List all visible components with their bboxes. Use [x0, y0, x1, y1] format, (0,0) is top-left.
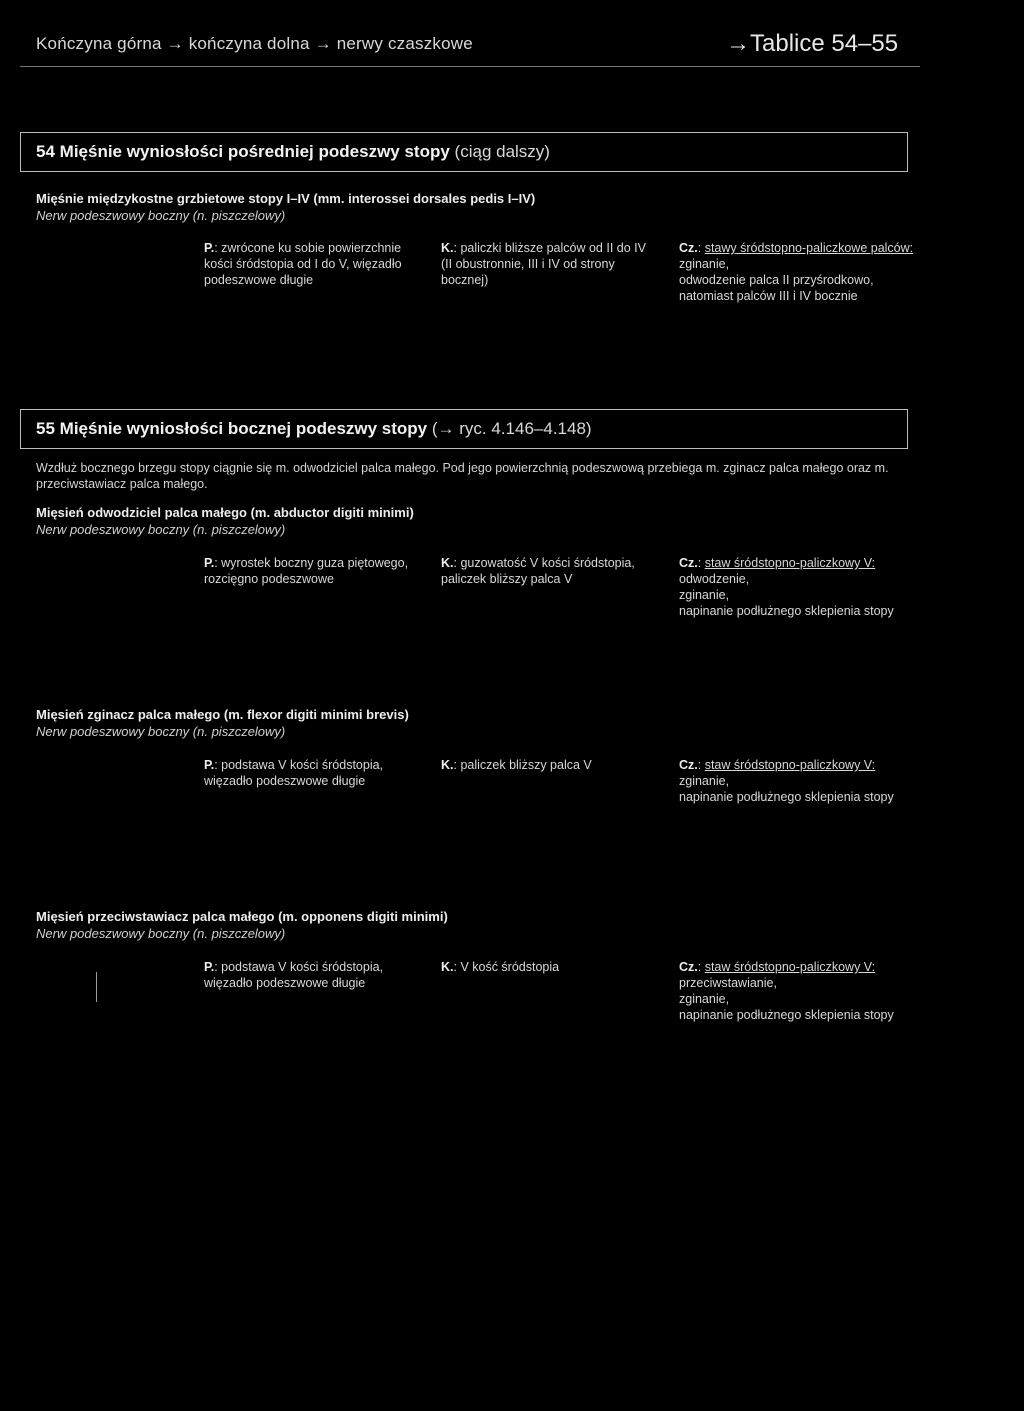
header-divider	[20, 66, 920, 67]
section-55-intro: Wzdłuż bocznego brzegu stopy ciągnie się m. odwodziciel palca małego. Pod jego powierzchnią podeszwową przebiega m. zginacz palca małego oraz m. przeciwstawiacz palca małego.	[36, 461, 889, 491]
function-text: Cz.: staw śródstopno-paliczkowy V: odwodzenie, zginanie, napinanie podłużnego sklepienia stopy	[679, 556, 894, 618]
function-line: napinanie podłużnego sklepienia stopy	[679, 604, 894, 618]
function-line: odwodzenie,	[679, 572, 750, 586]
origin-text	[204, 959, 429, 991]
function-line: przeciwstawianie,	[679, 976, 777, 990]
section-55-title-text: Mięśnie wyniosłości bocznej podeszwy stopy	[59, 419, 428, 438]
origin-text	[204, 757, 429, 789]
function-line: zginanie,	[679, 588, 730, 602]
muscle-name-text: Mięśnie międzykostne grzbietowe stopy I–IV	[36, 191, 310, 206]
muscle-interossei-nerve: Nerw podeszwowy boczny (n. piszczelowy)	[36, 208, 286, 223]
section-55-number: 55	[36, 419, 55, 438]
function-line: napinanie podłużnego sklepienia stopy	[679, 790, 894, 804]
function-line: zginanie,	[679, 992, 730, 1006]
origin-value: : wyrostek boczny guza piętowego, rozcięgno podeszwowe	[204, 556, 409, 586]
function-line: napinanie podłużnego sklepienia stopy	[679, 1008, 894, 1022]
origin-text	[204, 240, 429, 288]
function-label: Cz.	[679, 241, 698, 255]
function-text: Cz.: staw śródstopno-paliczkowy V: przeciwstawianie, zginanie, napinanie podłużnego sklepienia stopy	[679, 960, 894, 1022]
function-text: Cz.: staw śródstopno-paliczkowy V: zginanie, napinanie podłużnego sklepienia stopy	[679, 758, 894, 804]
section-54-title	[36, 142, 550, 162]
function-joint: stawy śródstopno-paliczkowe palców:	[704, 241, 914, 255]
muscle-abductor-nerve: Nerw podeszwowy boczny (n. piszczelowy)	[36, 522, 286, 537]
muscle-name-text: Mięsień zginacz palca małego	[36, 707, 221, 722]
insertion-value: : paliczek bliższy palca V	[453, 758, 592, 772]
section-55-figure-reference[interactable]: (→ ryc. 4.146–4.148)	[431, 419, 592, 438]
muscle-flexor-name	[36, 707, 409, 722]
muscle-interossei-name	[36, 191, 535, 206]
page-reference: →Tablice 54–55	[726, 30, 899, 57]
insertion-text	[441, 757, 656, 773]
function-label: Cz.	[679, 960, 698, 974]
function-line: odwodzenie palca II przyśrodkowo,	[679, 273, 874, 287]
insertion-label: K.	[441, 960, 454, 974]
origin-value: : podstawa V kości śródstopia, więzadło podeszwowe długie	[204, 960, 384, 990]
section-54-title-text: Mięśnie wyniosłości pośredniej podeszwy stopy	[59, 142, 450, 161]
function-line: zginanie,	[679, 257, 730, 271]
muscle-latin-name: (m. abductor digiti minimi)	[250, 505, 414, 520]
function-joint: staw śródstopno-paliczkowy V:	[704, 758, 876, 772]
muscle-latin-name: (m. flexor digiti minimi brevis)	[223, 707, 409, 722]
origin-label: P.	[204, 556, 215, 570]
muscle-opponens-nerve: Nerw podeszwowy boczny (n. piszczelowy)	[36, 926, 286, 941]
insertion-value: : guzowatość V kości śródstopia, paliczek bliższy palca V	[441, 556, 635, 586]
insertion-label: K.	[441, 758, 454, 772]
function-label: Cz.	[679, 556, 698, 570]
insertion-value: : V kość śródstopia	[453, 960, 560, 974]
muscle-abductor-name	[36, 505, 414, 520]
muscle-latin-name: (mm. interossei dorsales pedis I–IV)	[313, 191, 536, 206]
function-text: Cz.: stawy śródstopno-paliczkowe palców: zginanie, odwodzenie palca II przyśrodkowo, natomiast palców III i IV bocznie	[679, 241, 914, 303]
breadcrumb: Kończyna górna → kończyna dolna → nerwy czaszkowe	[36, 34, 473, 53]
muscle-name-text: Mięsień przeciwstawiacz palca małego	[36, 909, 275, 924]
insertion-label: K.	[441, 556, 454, 570]
insertion-label: K.	[441, 241, 454, 255]
insertion-text	[441, 959, 656, 975]
origin-label: P.	[204, 758, 215, 772]
section-55-title	[36, 419, 592, 439]
function-joint: staw śródstopno-paliczkowy V:	[704, 960, 876, 974]
origin-label: P.	[204, 960, 215, 974]
origin-value: : zwrócone ku sobie powierzchnie kości śródstopia od I do V, więzadło podeszwowe długie	[204, 241, 402, 287]
origin-label: P.	[204, 241, 215, 255]
muscle-latin-name: (m. opponens digiti minimi)	[278, 909, 448, 924]
muscle-name-text: Mięsień odwodziciel palca małego	[36, 505, 247, 520]
margin-marker	[96, 972, 97, 1002]
function-joint: staw śródstopno-paliczkowy V:	[704, 556, 876, 570]
function-label: Cz.	[679, 758, 698, 772]
muscle-opponens-name	[36, 909, 448, 924]
muscle-flexor-nerve: Nerw podeszwowy boczny (n. piszczelowy)	[36, 724, 286, 739]
function-line: zginanie,	[679, 774, 730, 788]
origin-value: : podstawa V kości śródstopia, więzadło podeszwowe długie	[204, 758, 384, 788]
origin-text	[204, 555, 429, 587]
insertion-text	[441, 555, 656, 587]
section-54-title-suffix: (ciąg dalszy)	[454, 142, 550, 161]
function-line: natomiast palców III i IV bocznie	[679, 289, 858, 303]
insertion-text	[441, 240, 656, 288]
insertion-value: : paliczki bliższe palców od II do IV (II obustronnie, III i IV od strony bocznej)	[441, 241, 646, 287]
section-54-number: 54	[36, 142, 55, 161]
